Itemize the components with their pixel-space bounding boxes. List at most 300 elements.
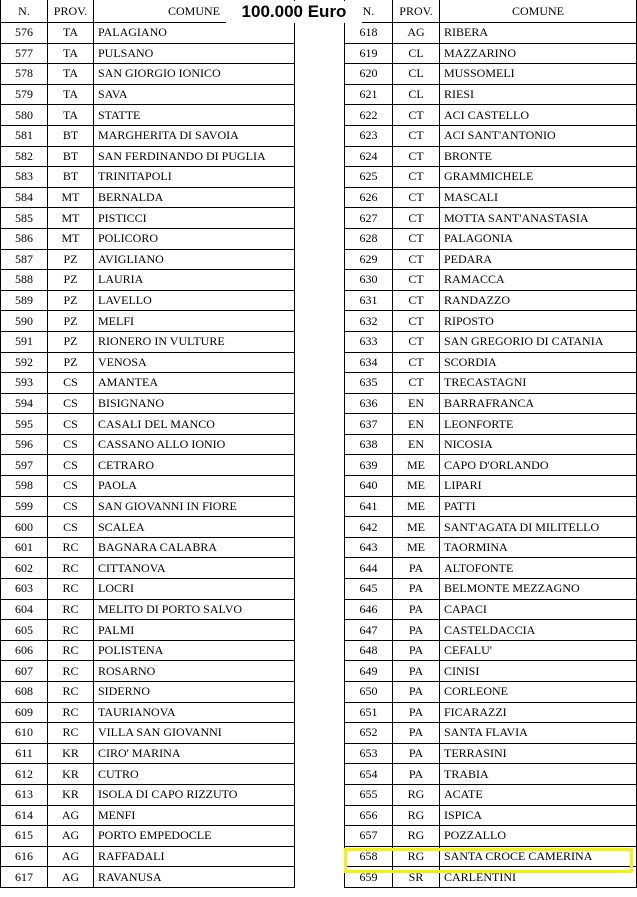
cell-number: 641 — [345, 496, 393, 517]
cell-number: 597 — [1, 455, 48, 476]
cell-number: 650 — [345, 682, 393, 703]
cell-province: RG — [393, 826, 440, 847]
cell-comune: RAFFADALI — [94, 846, 295, 867]
cell-number: 647 — [345, 620, 393, 641]
table-row — [1, 43, 295, 64]
cell-number: 634 — [345, 352, 393, 373]
header-prov: PROV. — [48, 0, 94, 23]
cell-number: 643 — [345, 537, 393, 558]
table-row — [345, 64, 637, 85]
cell-comune: SAN GIORGIO IONICO — [94, 64, 295, 85]
cell-comune: SCALEA — [94, 517, 295, 538]
cell-number: 635 — [345, 373, 393, 394]
table-row — [1, 661, 295, 682]
cell-number: 608 — [1, 682, 48, 703]
table-row — [345, 414, 637, 435]
cell-comune: SAVA — [94, 84, 295, 105]
table-row — [1, 805, 295, 826]
cell-province: CT — [393, 249, 440, 270]
cell-comune: ISPICA — [440, 805, 637, 826]
table-row — [1, 579, 295, 600]
cell-number: 659 — [345, 867, 393, 888]
cell-province: PA — [393, 743, 440, 764]
table-row — [345, 537, 637, 558]
table-row — [345, 764, 637, 785]
table-row — [345, 599, 637, 620]
cell-comune: MENFI — [94, 805, 295, 826]
cell-province: RG — [393, 784, 440, 805]
cell-province: PZ — [48, 352, 94, 373]
cell-comune: AVIGLIANO — [94, 249, 295, 270]
header-prov: PROV. — [393, 0, 440, 23]
cell-number: 631 — [345, 290, 393, 311]
cell-comune: CITTANOVA — [94, 558, 295, 579]
cell-comune: LEONFORTE — [440, 414, 637, 435]
table-row — [1, 187, 295, 208]
cell-comune: CAPACI — [440, 599, 637, 620]
cell-province: CT — [393, 208, 440, 229]
cell-province: PA — [393, 620, 440, 641]
cell-number: 577 — [1, 43, 48, 64]
cell-comune: MOTTA SANT'ANASTASIA — [440, 208, 637, 229]
cell-comune: BRONTE — [440, 146, 637, 167]
header-n: N. — [1, 0, 48, 23]
table-row — [345, 331, 637, 352]
table-row — [1, 867, 295, 888]
cell-comune: CASSANO ALLO IONIO — [94, 434, 295, 455]
cell-comune: SANT'AGATA DI MILITELLO — [440, 517, 637, 538]
cell-province: PZ — [48, 270, 94, 291]
cell-number: 651 — [345, 702, 393, 723]
table-row — [345, 702, 637, 723]
cell-province: CT — [393, 373, 440, 394]
table-row — [345, 496, 637, 517]
table-row — [1, 23, 295, 44]
cell-province: SR — [393, 867, 440, 888]
right-table — [344, 0, 637, 888]
cell-province: RC — [48, 640, 94, 661]
cell-province: CS — [48, 414, 94, 435]
cell-number: 602 — [1, 558, 48, 579]
table-row — [1, 764, 295, 785]
table-row — [345, 228, 637, 249]
cell-province: ME — [393, 517, 440, 538]
table-row — [1, 846, 295, 867]
cell-comune: PORTO EMPEDOCLE — [94, 826, 295, 847]
cell-number: 645 — [345, 579, 393, 600]
cell-comune: TRABIA — [440, 764, 637, 785]
cell-number: 626 — [345, 187, 393, 208]
cell-number: 624 — [345, 146, 393, 167]
cell-comune: SIDERNO — [94, 682, 295, 703]
cell-comune: RAMACCA — [440, 270, 637, 291]
table-row — [1, 249, 295, 270]
table-row — [1, 352, 295, 373]
table-row — [1, 558, 295, 579]
table-row — [345, 373, 637, 394]
table-row — [1, 331, 295, 352]
cell-number: 658 — [345, 846, 393, 867]
cell-province: RG — [393, 805, 440, 826]
cell-number: 623 — [345, 125, 393, 146]
table-row — [345, 393, 637, 414]
cell-province: KR — [48, 784, 94, 805]
cell-number: 628 — [345, 228, 393, 249]
table-row — [345, 661, 637, 682]
cell-province: MT — [48, 228, 94, 249]
cell-number: 579 — [1, 84, 48, 105]
cell-comune: BISIGNANO — [94, 393, 295, 414]
cell-comune: SAN GIOVANNI IN FIORE — [94, 496, 295, 517]
cell-comune: BERNALDA — [94, 187, 295, 208]
table-row — [1, 125, 295, 146]
cell-province: EN — [393, 414, 440, 435]
header-comune: COMUNE — [440, 0, 637, 23]
table-row — [1, 826, 295, 847]
cell-number: 614 — [1, 805, 48, 826]
cell-province: KR — [48, 764, 94, 785]
cell-number: 633 — [345, 331, 393, 352]
cell-number: 585 — [1, 208, 48, 229]
cell-comune: VENOSA — [94, 352, 295, 373]
cell-number: 610 — [1, 723, 48, 744]
cell-number: 587 — [1, 249, 48, 270]
cell-province: ME — [393, 537, 440, 558]
table-row — [345, 208, 637, 229]
table-row — [1, 455, 295, 476]
cell-comune: ACI SANT'ANTONIO — [440, 125, 637, 146]
cell-number: 653 — [345, 743, 393, 764]
table-row — [345, 43, 637, 64]
table-row — [345, 476, 637, 497]
cell-number: 583 — [1, 167, 48, 188]
cell-number: 593 — [1, 373, 48, 394]
cell-province: CT — [393, 146, 440, 167]
cell-comune: MUSSOMELI — [440, 64, 637, 85]
cell-province: PA — [393, 661, 440, 682]
cell-province: CT — [393, 228, 440, 249]
cell-province: CT — [393, 105, 440, 126]
table-row — [1, 105, 295, 126]
table-row — [345, 743, 637, 764]
cell-province: CS — [48, 455, 94, 476]
cell-number: 584 — [1, 187, 48, 208]
cell-comune: VILLA SAN GIOVANNI — [94, 723, 295, 744]
table-row — [1, 640, 295, 661]
cell-comune: MELITO DI PORTO SALVO — [94, 599, 295, 620]
cell-province: PA — [393, 640, 440, 661]
cell-province: ME — [393, 476, 440, 497]
cell-number: 591 — [1, 331, 48, 352]
cell-province: RG — [393, 846, 440, 867]
cell-comune: TRECASTAGNI — [440, 373, 637, 394]
cell-province: PZ — [48, 331, 94, 352]
cell-province: CS — [48, 373, 94, 394]
table-row — [345, 270, 637, 291]
header-n: N. — [345, 0, 393, 23]
header-row — [345, 0, 637, 23]
cell-comune: NICOSIA — [440, 434, 637, 455]
cell-number: 629 — [345, 249, 393, 270]
cell-comune: POLISTENA — [94, 640, 295, 661]
cell-comune: CAPO D'ORLANDO — [440, 455, 637, 476]
cell-province: RC — [48, 682, 94, 703]
table-row — [345, 187, 637, 208]
cell-comune: CUTRO — [94, 764, 295, 785]
table-row — [345, 826, 637, 847]
cell-province: PZ — [48, 290, 94, 311]
table-row — [345, 434, 637, 455]
table-row — [1, 476, 295, 497]
cell-province: KR — [48, 743, 94, 764]
cell-number: 652 — [345, 723, 393, 744]
cell-comune: LIPARI — [440, 476, 637, 497]
table-row — [345, 290, 637, 311]
cell-province: CT — [393, 187, 440, 208]
table-row — [1, 723, 295, 744]
cell-province: CS — [48, 476, 94, 497]
cell-number: 598 — [1, 476, 48, 497]
cell-number: 606 — [1, 640, 48, 661]
cell-comune: TAURIANOVA — [94, 702, 295, 723]
cell-province: TA — [48, 105, 94, 126]
cell-number: 655 — [345, 784, 393, 805]
cell-comune: MELFI — [94, 311, 295, 332]
table-row — [345, 249, 637, 270]
cell-comune: LOCRI — [94, 579, 295, 600]
table-row — [1, 537, 295, 558]
cell-number: 619 — [345, 43, 393, 64]
cell-comune: LAURIA — [94, 270, 295, 291]
cell-province: TA — [48, 84, 94, 105]
cell-province: BT — [48, 167, 94, 188]
header-comune: COMUNE — [94, 0, 295, 23]
cell-province: ME — [393, 496, 440, 517]
table-row — [345, 805, 637, 826]
cell-number: 595 — [1, 414, 48, 435]
cell-number: 638 — [345, 434, 393, 455]
cell-province: AG — [48, 805, 94, 826]
table-row — [1, 393, 295, 414]
cell-number: 642 — [345, 517, 393, 538]
cell-province: EN — [393, 434, 440, 455]
table-row — [1, 270, 295, 291]
cell-number: 649 — [345, 661, 393, 682]
cell-province: ME — [393, 455, 440, 476]
cell-number: 594 — [1, 393, 48, 414]
cell-province: PA — [393, 599, 440, 620]
table-row — [345, 846, 637, 867]
cell-province: PA — [393, 579, 440, 600]
cell-province: BT — [48, 146, 94, 167]
cell-comune: CEFALU' — [440, 640, 637, 661]
cell-number: 612 — [1, 764, 48, 785]
table-row — [1, 599, 295, 620]
cell-province: PZ — [48, 249, 94, 270]
cell-comune: TRINITAPOLI — [94, 167, 295, 188]
cell-province: AG — [393, 23, 440, 44]
table-row — [1, 434, 295, 455]
cell-number: 618 — [345, 23, 393, 44]
table-row — [1, 682, 295, 703]
cell-comune: SAN FERDINANDO DI PUGLIA — [94, 146, 295, 167]
cell-comune: GRAMMICHELE — [440, 167, 637, 188]
cell-number: 600 — [1, 517, 48, 538]
cell-province: AG — [48, 826, 94, 847]
cell-comune: ISOLA DI CAPO RIZZUTO — [94, 784, 295, 805]
table-row — [345, 558, 637, 579]
cell-comune: POZZALLO — [440, 826, 637, 847]
cell-comune: PALAGONIA — [440, 228, 637, 249]
cell-comune: CIRO' MARINA — [94, 743, 295, 764]
cell-province: RC — [48, 620, 94, 641]
table-row — [345, 352, 637, 373]
cell-comune: PALMI — [94, 620, 295, 641]
cell-number: 632 — [345, 311, 393, 332]
cell-province: RC — [48, 702, 94, 723]
table-row — [345, 867, 637, 888]
cell-comune: RANDAZZO — [440, 290, 637, 311]
cell-number: 622 — [345, 105, 393, 126]
table-row — [345, 125, 637, 146]
cell-number: 657 — [345, 826, 393, 847]
cell-province: CT — [393, 352, 440, 373]
cell-number: 596 — [1, 434, 48, 455]
cell-province: AG — [48, 846, 94, 867]
cell-comune: CASTELDACCIA — [440, 620, 637, 641]
cell-comune: BARRAFRANCA — [440, 393, 637, 414]
cell-province: CT — [393, 331, 440, 352]
cell-comune: CARLENTINI — [440, 867, 637, 888]
cell-province: PA — [393, 764, 440, 785]
cell-comune: CINISI — [440, 661, 637, 682]
cell-number: 616 — [1, 846, 48, 867]
cell-province: PA — [393, 702, 440, 723]
cell-comune: RIPOSTO — [440, 311, 637, 332]
cell-comune: RIBERA — [440, 23, 637, 44]
cell-number: 590 — [1, 311, 48, 332]
cell-province: TA — [48, 23, 94, 44]
cell-province: CS — [48, 393, 94, 414]
cell-comune: ROSARNO — [94, 661, 295, 682]
table-row — [345, 84, 637, 105]
cell-number: 620 — [345, 64, 393, 85]
cell-province: PA — [393, 682, 440, 703]
cell-comune: AMANTEA — [94, 373, 295, 394]
cell-number: 654 — [345, 764, 393, 785]
cell-number: 580 — [1, 105, 48, 126]
cell-province: CL — [393, 84, 440, 105]
cell-comune: ACI CASTELLO — [440, 105, 637, 126]
cell-comune: BAGNARA CALABRA — [94, 537, 295, 558]
cell-province: MT — [48, 208, 94, 229]
table-row — [1, 517, 295, 538]
cell-number: 589 — [1, 290, 48, 311]
cell-number: 617 — [1, 867, 48, 888]
cell-number: 576 — [1, 23, 48, 44]
cell-province: PA — [393, 558, 440, 579]
cell-number: 621 — [345, 84, 393, 105]
cell-comune: PALAGIANO — [94, 23, 295, 44]
table-row — [345, 311, 637, 332]
cell-number: 603 — [1, 579, 48, 600]
cell-province: TA — [48, 43, 94, 64]
table-row — [1, 84, 295, 105]
cell-comune: BELMONTE MEZZAGNO — [440, 579, 637, 600]
cell-province: EN — [393, 393, 440, 414]
cell-number: 615 — [1, 826, 48, 847]
table-row — [1, 228, 295, 249]
cell-comune: RIONERO IN VULTURE — [94, 331, 295, 352]
cell-province: CT — [393, 290, 440, 311]
cell-province: RC — [48, 537, 94, 558]
cell-comune: STATTE — [94, 105, 295, 126]
cell-number: 656 — [345, 805, 393, 826]
cell-comune: PISTICCI — [94, 208, 295, 229]
cell-comune: FICARAZZI — [440, 702, 637, 723]
cell-number: 637 — [345, 414, 393, 435]
cell-comune: RAVANUSA — [94, 867, 295, 888]
cell-comune: PULSANO — [94, 43, 295, 64]
table-row — [345, 723, 637, 744]
table-row — [1, 146, 295, 167]
table-row — [345, 23, 637, 44]
cell-number: 607 — [1, 661, 48, 682]
cell-comune: MAZZARINO — [440, 43, 637, 64]
cell-number: 644 — [345, 558, 393, 579]
cell-comune: SAN GREGORIO DI CATANIA — [440, 331, 637, 352]
table-row — [1, 208, 295, 229]
left-table — [0, 0, 295, 888]
table-row — [1, 373, 295, 394]
table-row — [345, 167, 637, 188]
cell-number: 613 — [1, 784, 48, 805]
cell-province: CS — [48, 496, 94, 517]
cell-comune: SCORDIA — [440, 352, 637, 373]
cell-number: 592 — [1, 352, 48, 373]
cell-province: PZ — [48, 311, 94, 332]
cell-number: 582 — [1, 146, 48, 167]
cell-number: 639 — [345, 455, 393, 476]
cell-province: TA — [48, 64, 94, 85]
cell-number: 636 — [345, 393, 393, 414]
cell-comune: PAOLA — [94, 476, 295, 497]
table-row — [345, 517, 637, 538]
table-row — [345, 105, 637, 126]
cell-comune: PATTI — [440, 496, 637, 517]
cell-province: CT — [393, 167, 440, 188]
cell-province: AG — [48, 867, 94, 888]
table-row — [1, 620, 295, 641]
cell-comune: MASCALI — [440, 187, 637, 208]
cell-comune: PEDARA — [440, 249, 637, 270]
table-row — [345, 682, 637, 703]
cell-province: RC — [48, 599, 94, 620]
cell-number: 625 — [345, 167, 393, 188]
cell-number: 640 — [345, 476, 393, 497]
table-row — [1, 702, 295, 723]
table-row — [345, 579, 637, 600]
cell-number: 627 — [345, 208, 393, 229]
table-row — [345, 640, 637, 661]
table-row — [1, 743, 295, 764]
cell-comune: TERRASINI — [440, 743, 637, 764]
cell-province: CT — [393, 311, 440, 332]
cell-comune: ACATE — [440, 784, 637, 805]
cell-province: CT — [393, 125, 440, 146]
cell-comune: CORLEONE — [440, 682, 637, 703]
cell-number: 601 — [1, 537, 48, 558]
